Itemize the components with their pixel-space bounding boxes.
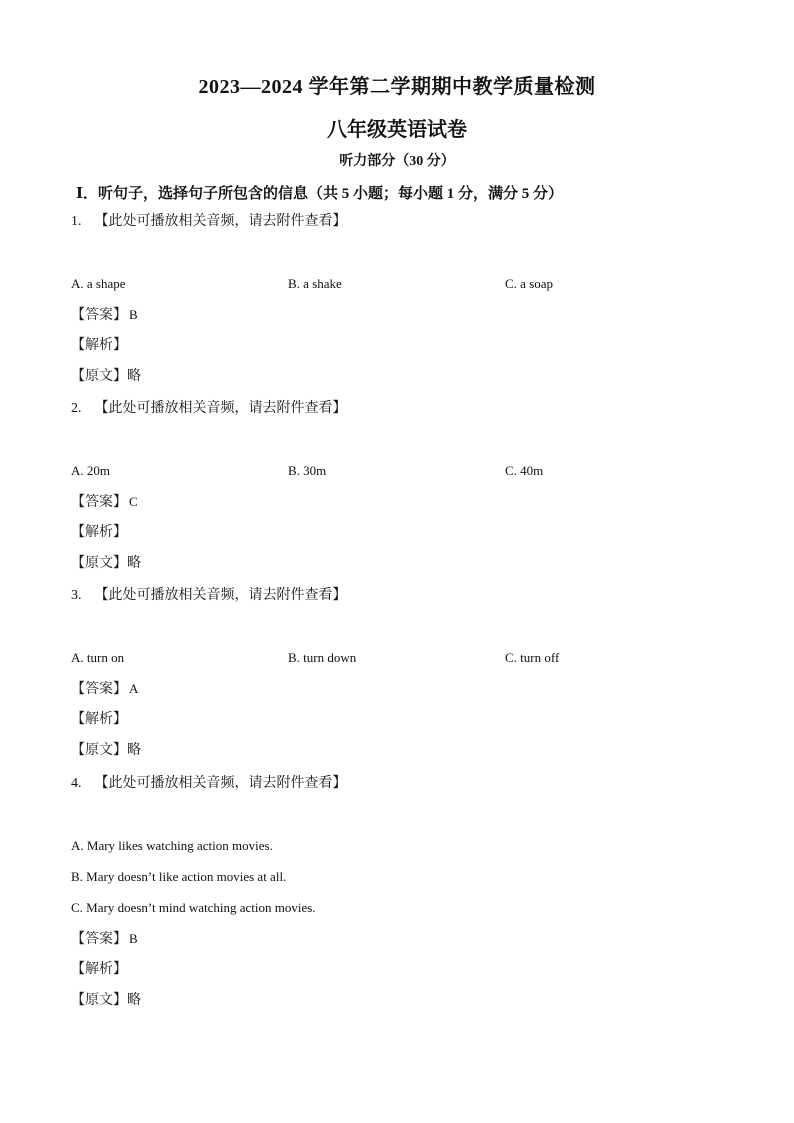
- original-line: [71, 554, 731, 574]
- options-column: [71, 836, 731, 918]
- answer-label: 【答案】: [71, 308, 127, 323]
- audio-placeholder[interactable]: 【此处可播放相关音频，请去附件查看】: [94, 776, 347, 791]
- audio-placeholder[interactable]: 【此处可播放相关音频，请去附件查看】: [94, 401, 347, 416]
- original-label: 【原文】: [71, 993, 127, 1008]
- question-3: [71, 586, 731, 761]
- part-one-heading: Ⅰ．听句子，选择句子所包含的信息（共 5 小题；每小题 1 分，满分 5 分）: [76, 186, 564, 202]
- question-number: 4.: [71, 776, 82, 791]
- answer-label: 【答案】: [71, 932, 127, 947]
- question-prompt: [71, 399, 731, 419]
- analysis-label: 【解析】: [71, 525, 127, 540]
- original-line: [71, 367, 731, 387]
- analysis-label: 【解析】: [71, 338, 127, 353]
- question-2: [71, 399, 731, 574]
- analysis-line: [71, 336, 731, 356]
- option-b: B. turn down: [288, 650, 357, 665]
- exam-subtitle: 八年级英语试卷: [327, 119, 467, 141]
- option-b: B. 30m: [288, 463, 327, 478]
- exam-title: 2023—2024 学年第二学期期中教学质量检测: [198, 76, 596, 98]
- options-row: [71, 461, 731, 481]
- original-value: 略: [127, 743, 141, 758]
- question-prompt: [71, 586, 731, 606]
- answer-value: A: [129, 681, 139, 696]
- option-a: A. a shape: [71, 276, 126, 291]
- analysis-line: [71, 960, 731, 980]
- answer-label: 【答案】: [71, 682, 127, 697]
- answer-value: B: [129, 931, 138, 946]
- question-prompt: [71, 774, 731, 794]
- original-value: 略: [127, 993, 141, 1008]
- analysis-line: [71, 523, 731, 543]
- option-c: C. Mary doesn’t mind watching action movies.: [71, 900, 316, 915]
- answer-line: [71, 492, 731, 512]
- option-b: B. Mary doesn’t like action movies at all.: [71, 869, 287, 884]
- question-number: 3.: [71, 588, 82, 603]
- answer-value: B: [129, 307, 138, 322]
- answer-label: 【答案】: [71, 495, 127, 510]
- original-line: [71, 741, 731, 761]
- answer-line: [71, 305, 731, 325]
- option-c: C. a soap: [505, 276, 554, 291]
- option-c: C. 40m: [505, 463, 544, 478]
- question-number: 2.: [71, 401, 82, 416]
- original-label: 【原文】: [71, 556, 127, 571]
- original-value: 略: [127, 556, 141, 571]
- audio-placeholder[interactable]: 【此处可播放相关音频，请去附件查看】: [94, 588, 347, 603]
- listening-section-note: 听力部分（30 分）: [339, 154, 455, 169]
- option-a: A. turn on: [71, 650, 125, 665]
- options-row: [71, 274, 731, 294]
- original-label: 【原文】: [71, 369, 127, 384]
- option-a: A. 20m: [71, 463, 110, 478]
- option-a: A. Mary likes watching action movies.: [71, 838, 273, 853]
- question-1: [71, 212, 731, 387]
- analysis-line: [71, 710, 731, 730]
- question-4: [71, 774, 731, 1011]
- original-label: 【原文】: [71, 743, 127, 758]
- audio-placeholder[interactable]: 【此处可播放相关音频，请去附件查看】: [94, 214, 347, 229]
- analysis-label: 【解析】: [71, 962, 127, 977]
- answer-line: [71, 679, 731, 699]
- options-row: [71, 648, 731, 668]
- answer-line: [71, 929, 731, 949]
- original-line: [71, 991, 731, 1011]
- analysis-label: 【解析】: [71, 712, 127, 727]
- question-number: 1.: [71, 214, 82, 229]
- question-prompt: [71, 212, 731, 232]
- option-b: B. a shake: [288, 276, 342, 291]
- original-value: 略: [127, 369, 141, 384]
- answer-value: C: [129, 494, 138, 509]
- option-c: C. turn off: [505, 650, 560, 665]
